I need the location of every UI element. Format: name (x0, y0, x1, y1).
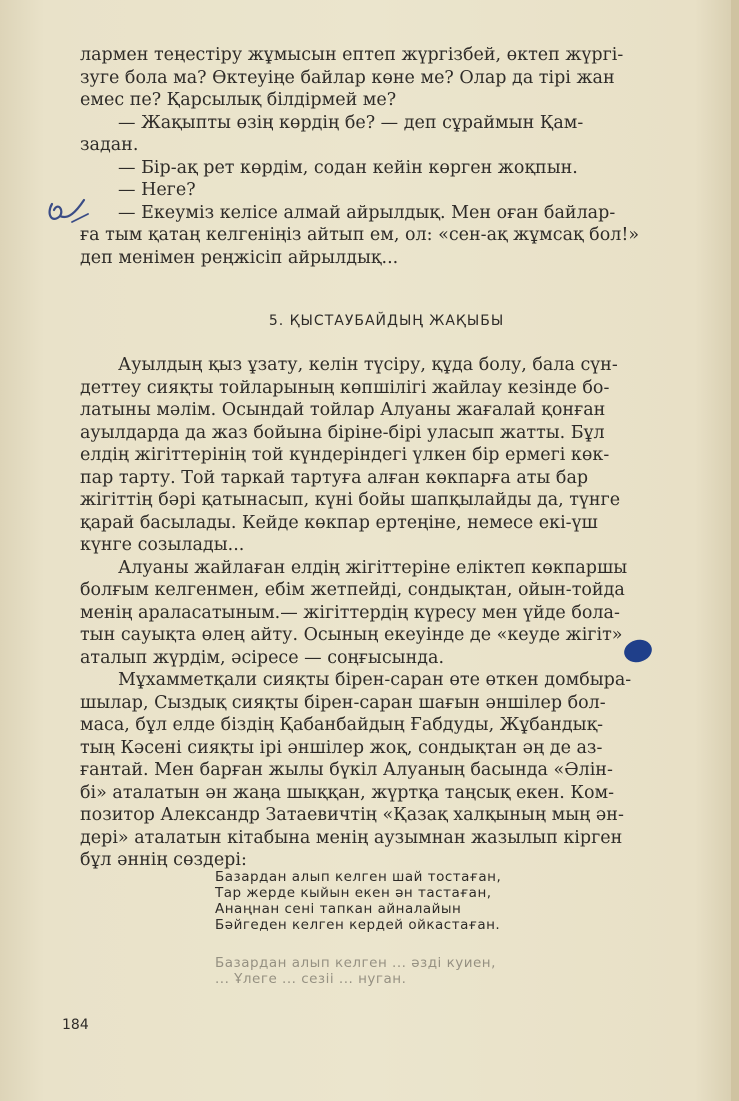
text-line: — Екеуміз келісе алмай айрылдық. Мен оған байлар- (118, 202, 616, 223)
poem-stanza (215, 869, 501, 933)
poem-line: Базардан алып келген шай тостаған, (215, 869, 502, 885)
text-line: — Жақыпты өзің көрдің бе? — деп сұраймын Қам- (118, 112, 584, 133)
poem-faint-lines (215, 955, 496, 987)
poem-line: Анаңнан сені тапкан айналайын (215, 901, 462, 917)
text-line: задан. (80, 135, 139, 155)
text-line: болғым келгенмен, ебім жетпейді, сондықтан, ойын-тойда (80, 580, 625, 600)
text-line: бі» аталатын ән жаңа шыққан, жүртқа таңсық екен. Ком- (80, 782, 615, 803)
text-line: менің араласатыным.— жігіттердің күресу мен үйде бола- (80, 602, 620, 623)
text-block-2 (80, 354, 693, 872)
text-line: Алуаны жайлаған елдің жігіттеріне еліктеп көкпаршы (118, 557, 628, 578)
poem-line: Тар жерде кыйын екен ән тастаған, (215, 885, 492, 901)
text-line: аталып жүрдім, әсіресе — соңғысында. (80, 647, 445, 668)
page-edge (731, 0, 739, 1101)
text-line: ауылдарда да жаз бойына біріне-бірі уласып жатты. Бұл (80, 422, 605, 443)
text-line: лармен теңестіру жұмысын ептеп жүргізбей, өктеп жүргі- (80, 45, 624, 65)
poem-line: ... Ұлеге ... сезіі ... нуган. (215, 971, 407, 987)
text-line: бұл әннің сөздері: (80, 850, 247, 870)
text-line: позитор Александр Затаевичтің «Қазақ халқының мың ән- (80, 805, 624, 825)
text-line: — Бір-ақ рет көрдім, содан кейін көрген жоқпын. (118, 157, 578, 178)
text-line: дері» аталатын кітабына менің аузымнан жазылып кірген (80, 827, 623, 848)
text-block-1 (80, 44, 693, 269)
text-line: жігіттің бәрі қатынасып, күні бойы шапқылайды да, түнге (80, 490, 621, 510)
text-line: ға тым қатаң келгеніңіз айтып ем, ол: «сен-ақ жұмсақ бол!» (80, 225, 640, 245)
text-line: Мұхамметқали сияқты бірен-саран өте өткен домбыра- (118, 670, 632, 690)
text-line: маса, бұл елде біздің Қабанбайдың Ғабдуды, Жұбандық- (80, 715, 604, 735)
poem-line: Бәйгеден келген кердей ойкастаған. (215, 917, 501, 933)
text-line: зуге бола ма? Өктеуіңе байлар көне ме? Олар да тірі жан (80, 67, 615, 88)
text-line: деп менімен реңжісіп айрылдық... (80, 247, 399, 268)
page-number: 184 (62, 1017, 89, 1033)
text-line: күнге созылады... (80, 535, 245, 555)
poem-line: Базардан алып келген ... әзді куиен, (215, 955, 496, 971)
text-line: қарай басылады. Кейде көкпар ертеңіне, немесе екі-үш (80, 512, 598, 533)
text-line: деттеу сияқты тойларының көпшілігі жайлау кезінде бо- (80, 377, 610, 398)
text-line: латыны мәлім. Осындай тойлар Алуаны жағалай қонған (80, 400, 606, 420)
text-line: шылар, Сыздық сияқты бірен-саран шағын әншілер бол- (80, 692, 606, 713)
text-line: тың Кәсені сияқты ірі әншілер жоқ, сондықтан әң де аз- (80, 737, 603, 758)
text-line: — Неге? (118, 180, 196, 200)
chapter-heading: 5. ҚЫСТАУБАЙДЫҢ ЖАҚЫБЫ (268, 313, 505, 329)
text-line: пар тарту. Той таркай тартуға алған көкпарға аты бар (80, 467, 589, 488)
text-line: емес пе? Қарсылық білдірмей ме? (80, 90, 397, 110)
text-line: Ауылдың қыз ұзату, келін түсіру, құда болу, бала сүн- (118, 355, 618, 375)
text-line: ғантай. Мен барған жылы бүкіл Алуаның басында «Әлін- (80, 760, 613, 780)
text-line: тын сауықта өлең айту. Осының екеуінде де «кеуде жігіт» (80, 625, 623, 645)
text-line: елдің жігіттерінің той күндеріндегі үлкен бір ермегі көк- (80, 445, 610, 465)
